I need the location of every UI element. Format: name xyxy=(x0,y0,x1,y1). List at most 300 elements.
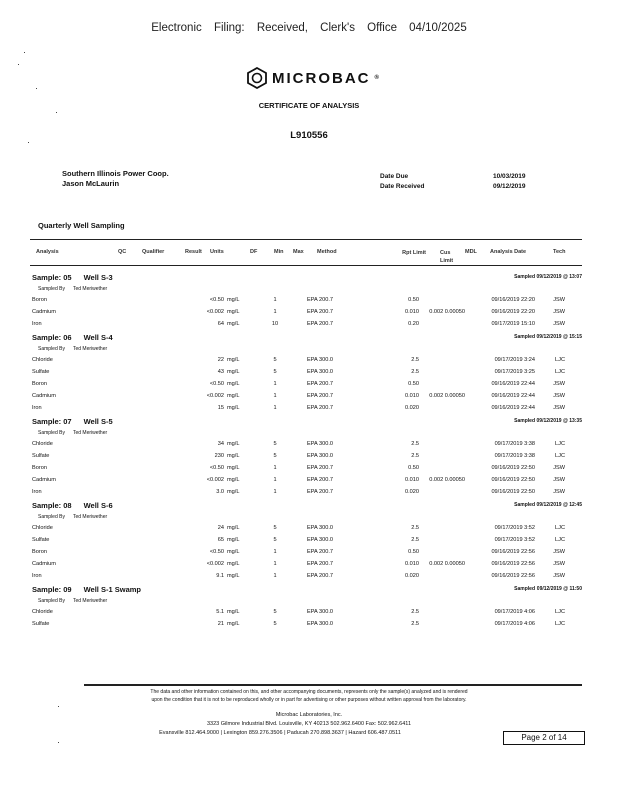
method: EPA 200.7 xyxy=(307,297,334,303)
sample-well-name: Well S-3 xyxy=(83,272,113,282)
method: EPA 200.7 xyxy=(307,465,334,471)
sampled-by-label: Sampled By xyxy=(38,514,65,520)
table-row xyxy=(32,450,582,462)
analysis-date: 09/16/2019 22:56 xyxy=(491,549,535,555)
analysis-date: 09/16/2019 22:50 xyxy=(491,477,535,483)
sampled-datetime: 09/12/2019 @ 13:35 xyxy=(536,418,582,424)
table-row xyxy=(32,306,582,318)
analysis-name: Cadmium xyxy=(32,393,56,399)
analysis-date: 09/16/2019 22:44 xyxy=(491,381,535,387)
mdl-value xyxy=(419,378,465,390)
dilution-factor: 1 xyxy=(273,465,277,471)
analysis-date: 09/16/2019 22:56 xyxy=(491,561,535,567)
sampled-by-name: Ted Meriwether xyxy=(72,346,108,352)
client-contact: Jason McLaurin xyxy=(62,179,120,188)
analysis-name: Iron xyxy=(32,321,42,327)
result-units: mg/L xyxy=(227,561,240,567)
table-row xyxy=(32,402,582,414)
row-spacer xyxy=(569,294,582,306)
reporting-limit: 2.5 xyxy=(411,441,419,447)
table-row xyxy=(32,462,582,474)
row-spacer xyxy=(569,546,582,558)
row-spacer xyxy=(569,378,582,390)
sampled-datetime: 09/12/2019 @ 12:45 xyxy=(536,502,582,508)
dilution-factor: 1 xyxy=(273,561,277,567)
row-spacer xyxy=(569,474,582,486)
sample-id-text: Sample: 07 xyxy=(32,416,72,426)
sampled-by-name: Ted Meriwether xyxy=(72,430,108,436)
dilution-factor: 1 xyxy=(273,489,277,495)
mdl-value: 0.002 0.00050 xyxy=(429,477,465,483)
col-rpt-limit: Rpt Limit xyxy=(402,250,426,256)
sampled-by-name: Ted Meriwether xyxy=(72,514,108,520)
reporting-limit: 2.5 xyxy=(411,369,419,375)
row-spacer xyxy=(569,606,582,618)
tech-initials: LJC xyxy=(555,453,565,459)
sampled-datetime: 09/12/2019 @ 15:15 xyxy=(536,334,582,340)
mdl-value xyxy=(419,294,465,306)
analysis-date: 09/17/2019 3:24 xyxy=(494,357,535,363)
sampled-label: Sampled xyxy=(514,274,535,280)
row-spacer xyxy=(569,534,582,546)
result-value: <0.002 xyxy=(206,309,224,315)
col-cus-limit: Cus Limit xyxy=(440,250,454,264)
mdl-value xyxy=(419,354,465,366)
dilution-factor: 1 xyxy=(273,297,277,303)
dilution-factor: 1 xyxy=(273,381,277,387)
col-analysis-date: Analysis Date xyxy=(490,249,527,255)
client-name: Southern Illinois Power Coop. xyxy=(62,169,169,178)
sample-well-name: Well S-4 xyxy=(83,332,113,342)
table-row xyxy=(32,378,582,390)
table-row xyxy=(32,522,582,534)
result-value: 230 xyxy=(214,453,224,459)
tech-initials: LJC xyxy=(555,369,565,375)
page-number: Page 2 of 14 xyxy=(503,731,585,745)
result-value: 22 xyxy=(217,357,224,363)
sample-header-row xyxy=(32,414,582,428)
row-spacer xyxy=(569,462,582,474)
reporting-limit: 0.50 xyxy=(408,297,419,303)
project-name: Quarterly Well Sampling xyxy=(38,221,125,230)
table-row xyxy=(32,558,582,570)
row-spacer xyxy=(569,486,582,498)
analysis-date: 09/16/2019 22:56 xyxy=(491,573,535,579)
mdl-value xyxy=(419,606,465,618)
reporting-limit: 0.010 xyxy=(405,309,419,315)
header-bottom-rule xyxy=(30,265,582,266)
logo-registered-mark: ® xyxy=(374,75,381,81)
analysis-date: 09/17/2019 15:10 xyxy=(491,321,535,327)
date-labels xyxy=(380,172,424,192)
method: EPA 300.0 xyxy=(307,609,334,615)
sample-id xyxy=(32,414,224,428)
analysis-date: 09/17/2019 3:38 xyxy=(494,441,535,447)
tech-initials: LJC xyxy=(555,525,565,531)
row-spacer xyxy=(569,402,582,414)
table-row xyxy=(32,534,582,546)
method: EPA 200.7 xyxy=(307,549,334,555)
sample-id-text: Sample: 09 xyxy=(32,584,72,594)
mdl-value xyxy=(419,366,465,378)
analysis-name: Boron xyxy=(32,381,47,387)
row-spacer xyxy=(569,558,582,570)
result-units: mg/L xyxy=(227,465,240,471)
result-value: 15 xyxy=(217,405,224,411)
sampled-datetime: 09/12/2019 @ 13:07 xyxy=(536,274,582,280)
table-row xyxy=(32,366,582,378)
scan-speck xyxy=(28,142,29,143)
sample-well-name: Well S-1 Swamp xyxy=(83,584,141,594)
sampled-by xyxy=(32,344,582,354)
reporting-limit: 0.020 xyxy=(405,489,419,495)
method: EPA 200.7 xyxy=(307,489,334,495)
reporting-limit: 0.020 xyxy=(405,573,419,579)
reporting-limit: 0.010 xyxy=(405,477,419,483)
analysis-date: 09/17/2019 3:38 xyxy=(494,453,535,459)
method: EPA 300.0 xyxy=(307,537,334,543)
result-units: mg/L xyxy=(227,477,240,483)
result-value: 21 xyxy=(217,621,224,627)
sampled-by-row xyxy=(32,284,582,294)
sampled-by-name: Ted Meriwether xyxy=(72,286,108,292)
analysis-name: Cadmium xyxy=(32,477,56,483)
sampled-by xyxy=(32,512,582,522)
sampled-by xyxy=(32,428,582,438)
mdl-value xyxy=(419,522,465,534)
result-units: mg/L xyxy=(227,621,240,627)
sample-header-spacer xyxy=(224,270,465,284)
table-row xyxy=(32,570,582,582)
tech-initials: JSW xyxy=(553,321,565,327)
result-value: 24 xyxy=(217,525,224,531)
sample-id-text: Sample: 06 xyxy=(32,332,72,342)
sample-header-row xyxy=(32,330,582,344)
dilution-factor: 1 xyxy=(273,549,277,555)
sample-header-row xyxy=(32,270,582,284)
sampled-label: Sampled xyxy=(514,502,535,508)
method: EPA 300.0 xyxy=(307,441,334,447)
mdl-value xyxy=(419,438,465,450)
scan-speck xyxy=(56,112,57,113)
sampled-by-row xyxy=(32,596,582,606)
reporting-limit: 0.010 xyxy=(405,561,419,567)
table-row xyxy=(32,390,582,402)
mdl-value: 0.002 0.00050 xyxy=(429,309,465,315)
sampled-by-row xyxy=(32,428,582,438)
row-spacer xyxy=(569,390,582,402)
col-analysis: Analysis xyxy=(36,249,59,255)
sampled-by-label: Sampled By xyxy=(38,286,65,292)
table-row xyxy=(32,546,582,558)
row-spacer xyxy=(569,366,582,378)
col-result: Result xyxy=(185,249,202,255)
header-top-rule xyxy=(30,239,582,240)
method: EPA 200.7 xyxy=(307,477,334,483)
table-row xyxy=(32,318,582,330)
scan-speck xyxy=(58,742,59,743)
sampled-by xyxy=(32,284,582,294)
method: EPA 200.7 xyxy=(307,561,334,567)
col-method: Method xyxy=(317,249,337,255)
sample-well-name: Well S-6 xyxy=(83,500,113,510)
result-value: 34 xyxy=(217,441,224,447)
reporting-limit: 0.020 xyxy=(405,405,419,411)
analysis-date: 09/16/2019 22:20 xyxy=(491,309,535,315)
sample-well-name: Well S-5 xyxy=(83,416,113,426)
sample-header-spacer xyxy=(224,330,465,344)
results-body xyxy=(32,270,582,630)
result-value: <0.50 xyxy=(209,381,224,387)
analysis-name: Cadmium xyxy=(32,309,56,315)
dilution-factor: 5 xyxy=(273,369,277,375)
reporting-limit: 0.50 xyxy=(408,549,419,555)
table-row xyxy=(32,438,582,450)
row-spacer xyxy=(569,306,582,318)
method: EPA 200.7 xyxy=(307,321,334,327)
disclaimer-line-1: The data and other information contained on this, and other accompanying documents, represents only the sample(s) analyzed and is rendered xyxy=(150,689,468,695)
dilution-factor: 5 xyxy=(273,453,277,459)
dilution-factor: 5 xyxy=(273,609,277,615)
scan-speck xyxy=(36,88,37,89)
analysis-date: 09/16/2019 22:50 xyxy=(491,465,535,471)
analysis-name: Iron xyxy=(32,573,42,579)
row-spacer xyxy=(569,438,582,450)
analysis-name: Sulfate xyxy=(32,537,50,543)
sample-id xyxy=(32,330,224,344)
sample-id xyxy=(32,270,224,284)
analysis-name: Chloride xyxy=(32,609,53,615)
tech-initials: LJC xyxy=(555,621,565,627)
sampled-label: Sampled xyxy=(514,586,535,592)
col-max: Max xyxy=(293,249,304,255)
sampled-by xyxy=(32,596,582,606)
company-offices: Evansville 812.464.9000 | Lexington 859.276.3506 | Paducah 270.898.3637 | Hazard 606.487.0511 xyxy=(159,730,401,736)
method: EPA 200.7 xyxy=(307,381,334,387)
date-received-value: 09/12/2019 xyxy=(493,183,526,190)
date-due-value: 10/03/2019 xyxy=(493,173,526,180)
sampled-by-row xyxy=(32,344,582,354)
analysis-name: Chloride xyxy=(32,357,53,363)
result-units: mg/L xyxy=(227,405,240,411)
tech-initials: JSW xyxy=(553,381,565,387)
tech-initials: JSW xyxy=(553,573,565,579)
result-units: mg/L xyxy=(227,489,240,495)
col-tech: Tech xyxy=(553,249,566,255)
result-units: mg/L xyxy=(227,441,240,447)
reporting-limit: 2.5 xyxy=(411,621,419,627)
mdl-value: 0.002 0.00050 xyxy=(429,561,465,567)
mdl-value xyxy=(419,402,465,414)
sample-header-spacer xyxy=(224,582,465,596)
result-units: mg/L xyxy=(227,609,240,615)
result-units: mg/L xyxy=(227,525,240,531)
tech-initials: JSW xyxy=(553,309,565,315)
analysis-name: Sulfate xyxy=(32,621,50,627)
tech-initials: JSW xyxy=(553,465,565,471)
dilution-factor: 10 xyxy=(271,321,279,327)
analysis-date: 09/16/2019 22:44 xyxy=(491,405,535,411)
sample-header-row xyxy=(32,498,582,512)
result-units: mg/L xyxy=(227,357,240,363)
reporting-limit: 2.5 xyxy=(411,453,419,459)
certificate-title: CERTIFICATE OF ANALYSIS xyxy=(258,101,360,110)
table-row xyxy=(32,294,582,306)
tech-initials: LJC xyxy=(555,441,565,447)
result-units: mg/L xyxy=(227,393,240,399)
tech-initials: LJC xyxy=(555,537,565,543)
row-spacer xyxy=(569,618,582,630)
mdl-value xyxy=(419,534,465,546)
sampled-by-name: Ted Meriwether xyxy=(72,598,108,604)
result-value: 64 xyxy=(217,321,224,327)
sample-id-text: Sample: 05 xyxy=(32,272,72,282)
sampled-label: Sampled xyxy=(514,418,535,424)
analysis-date: 09/17/2019 3:52 xyxy=(494,537,535,543)
sampled-by-row xyxy=(32,512,582,522)
analysis-date: 09/17/2019 3:52 xyxy=(494,525,535,531)
result-units: mg/L xyxy=(227,549,240,555)
dilution-factor: 1 xyxy=(273,405,277,411)
reporting-limit: 2.5 xyxy=(411,525,419,531)
method: EPA 200.7 xyxy=(307,309,334,315)
dilution-factor: 1 xyxy=(273,393,277,399)
analysis-name: Sulfate xyxy=(32,453,50,459)
tech-initials: JSW xyxy=(553,297,565,303)
result-value: <0.50 xyxy=(209,465,224,471)
result-units: mg/L xyxy=(227,309,240,315)
mdl-value xyxy=(419,462,465,474)
col-min: Min xyxy=(274,249,284,255)
date-due-label: Date Due xyxy=(380,173,409,180)
tech-initials: LJC xyxy=(555,357,565,363)
reporting-limit: 2.5 xyxy=(411,357,419,363)
col-qc: QC xyxy=(118,249,127,255)
analysis-name: Sulfate xyxy=(32,369,50,375)
result-units: mg/L xyxy=(227,369,240,375)
tech-initials: JSW xyxy=(553,393,565,399)
reporting-limit: 0.20 xyxy=(408,321,419,327)
analysis-date: 09/17/2019 4:06 xyxy=(494,621,535,627)
result-value: 43 xyxy=(217,369,224,375)
reporting-limit: 2.5 xyxy=(411,609,419,615)
result-units: mg/L xyxy=(227,297,240,303)
mdl-value xyxy=(419,618,465,630)
tech-initials: JSW xyxy=(553,405,565,411)
result-value: <0.002 xyxy=(206,561,224,567)
microbac-logo-icon xyxy=(246,67,268,89)
mdl-value xyxy=(419,318,465,330)
disclaimer-line-2: upon the condition that it is not to be reproduced wholly or in part for advertising or other purposes without written approval from the laboratory. xyxy=(151,697,467,703)
results-table xyxy=(32,270,582,630)
tech-initials: JSW xyxy=(553,489,565,495)
row-spacer xyxy=(569,570,582,582)
result-units: mg/L xyxy=(227,573,240,579)
scan-speck xyxy=(58,706,59,707)
logo-text: MICROBAC xyxy=(272,69,371,87)
dilution-factor: 5 xyxy=(273,441,277,447)
result-value: 5.1 xyxy=(216,609,224,615)
row-spacer xyxy=(569,522,582,534)
method: EPA 200.7 xyxy=(307,405,334,411)
method: EPA 300.0 xyxy=(307,369,334,375)
table-row xyxy=(32,474,582,486)
dilution-factor: 5 xyxy=(273,621,277,627)
col-mdl: MDL xyxy=(465,249,477,255)
footer-rule xyxy=(84,684,582,686)
tech-initials: JSW xyxy=(553,549,565,555)
sampled-by-label: Sampled By xyxy=(38,430,65,436)
result-value: 9.1 xyxy=(216,573,224,579)
sample-id-text: Sample: 08 xyxy=(32,500,72,510)
analysis-date: 09/17/2019 3:25 xyxy=(494,369,535,375)
mdl-value xyxy=(419,486,465,498)
analysis-name: Cadmium xyxy=(32,561,56,567)
date-received-label: Date Received xyxy=(380,183,425,190)
col-units: Units xyxy=(210,249,224,255)
analysis-date: 09/16/2019 22:50 xyxy=(491,489,535,495)
analysis-name: Chloride xyxy=(32,525,53,531)
table-row xyxy=(32,606,582,618)
reporting-limit: 2.5 xyxy=(411,537,419,543)
result-units: mg/L xyxy=(227,453,240,459)
result-units: mg/L xyxy=(227,381,240,387)
analysis-name: Iron xyxy=(32,489,42,495)
company-address: 3323 Gilmore Industrial Blvd. Louisville, KY 40213 502.962.6400 Fax: 502.962.6411 xyxy=(206,721,412,727)
result-value: 65 xyxy=(217,537,224,543)
col-qualifier: Qualifier xyxy=(142,249,165,255)
sampled-datetime: 09/12/2019 @ 11:50 xyxy=(536,586,582,592)
method: EPA 300.0 xyxy=(307,621,334,627)
dilution-factor: 5 xyxy=(273,357,277,363)
date-values xyxy=(493,172,526,192)
method: EPA 300.0 xyxy=(307,453,334,459)
reporting-limit: 0.50 xyxy=(408,381,419,387)
analysis-date: 09/16/2019 22:44 xyxy=(491,393,535,399)
mdl-value xyxy=(419,546,465,558)
mdl-value xyxy=(419,570,465,582)
table-row xyxy=(32,486,582,498)
sample-header-spacer xyxy=(224,414,465,428)
method: EPA 200.7 xyxy=(307,393,334,399)
mdl-value: 0.002 0.00050 xyxy=(429,393,465,399)
reporting-limit: 0.010 xyxy=(405,393,419,399)
analysis-name: Boron xyxy=(32,549,47,555)
method: EPA 200.7 xyxy=(307,573,334,579)
row-spacer xyxy=(569,450,582,462)
scan-speck xyxy=(18,64,19,65)
result-value: <0.002 xyxy=(206,477,224,483)
sampled-by-label: Sampled By xyxy=(38,346,65,352)
result-units: mg/L xyxy=(227,537,240,543)
tech-initials: LJC xyxy=(555,609,565,615)
lab-number: L910556 xyxy=(290,130,328,141)
sampled-label: Sampled xyxy=(514,334,535,340)
company-name: Microbac Laboratories, Inc. xyxy=(275,712,343,718)
col-df: DF xyxy=(250,249,258,255)
tech-initials: JSW xyxy=(553,477,565,483)
result-value: <0.50 xyxy=(209,297,224,303)
method: EPA 300.0 xyxy=(307,525,334,531)
result-value: 3.0 xyxy=(216,489,224,495)
sample-id xyxy=(32,582,224,596)
electronic-filing-stamp: Electronic Filing: Received, Clerk's Office 04/10/2025 xyxy=(151,22,467,34)
analysis-name: Boron xyxy=(32,465,47,471)
analysis-date: 09/17/2019 4:06 xyxy=(494,609,535,615)
sample-header-row xyxy=(32,582,582,596)
client-block xyxy=(62,169,169,189)
table-row xyxy=(32,618,582,630)
